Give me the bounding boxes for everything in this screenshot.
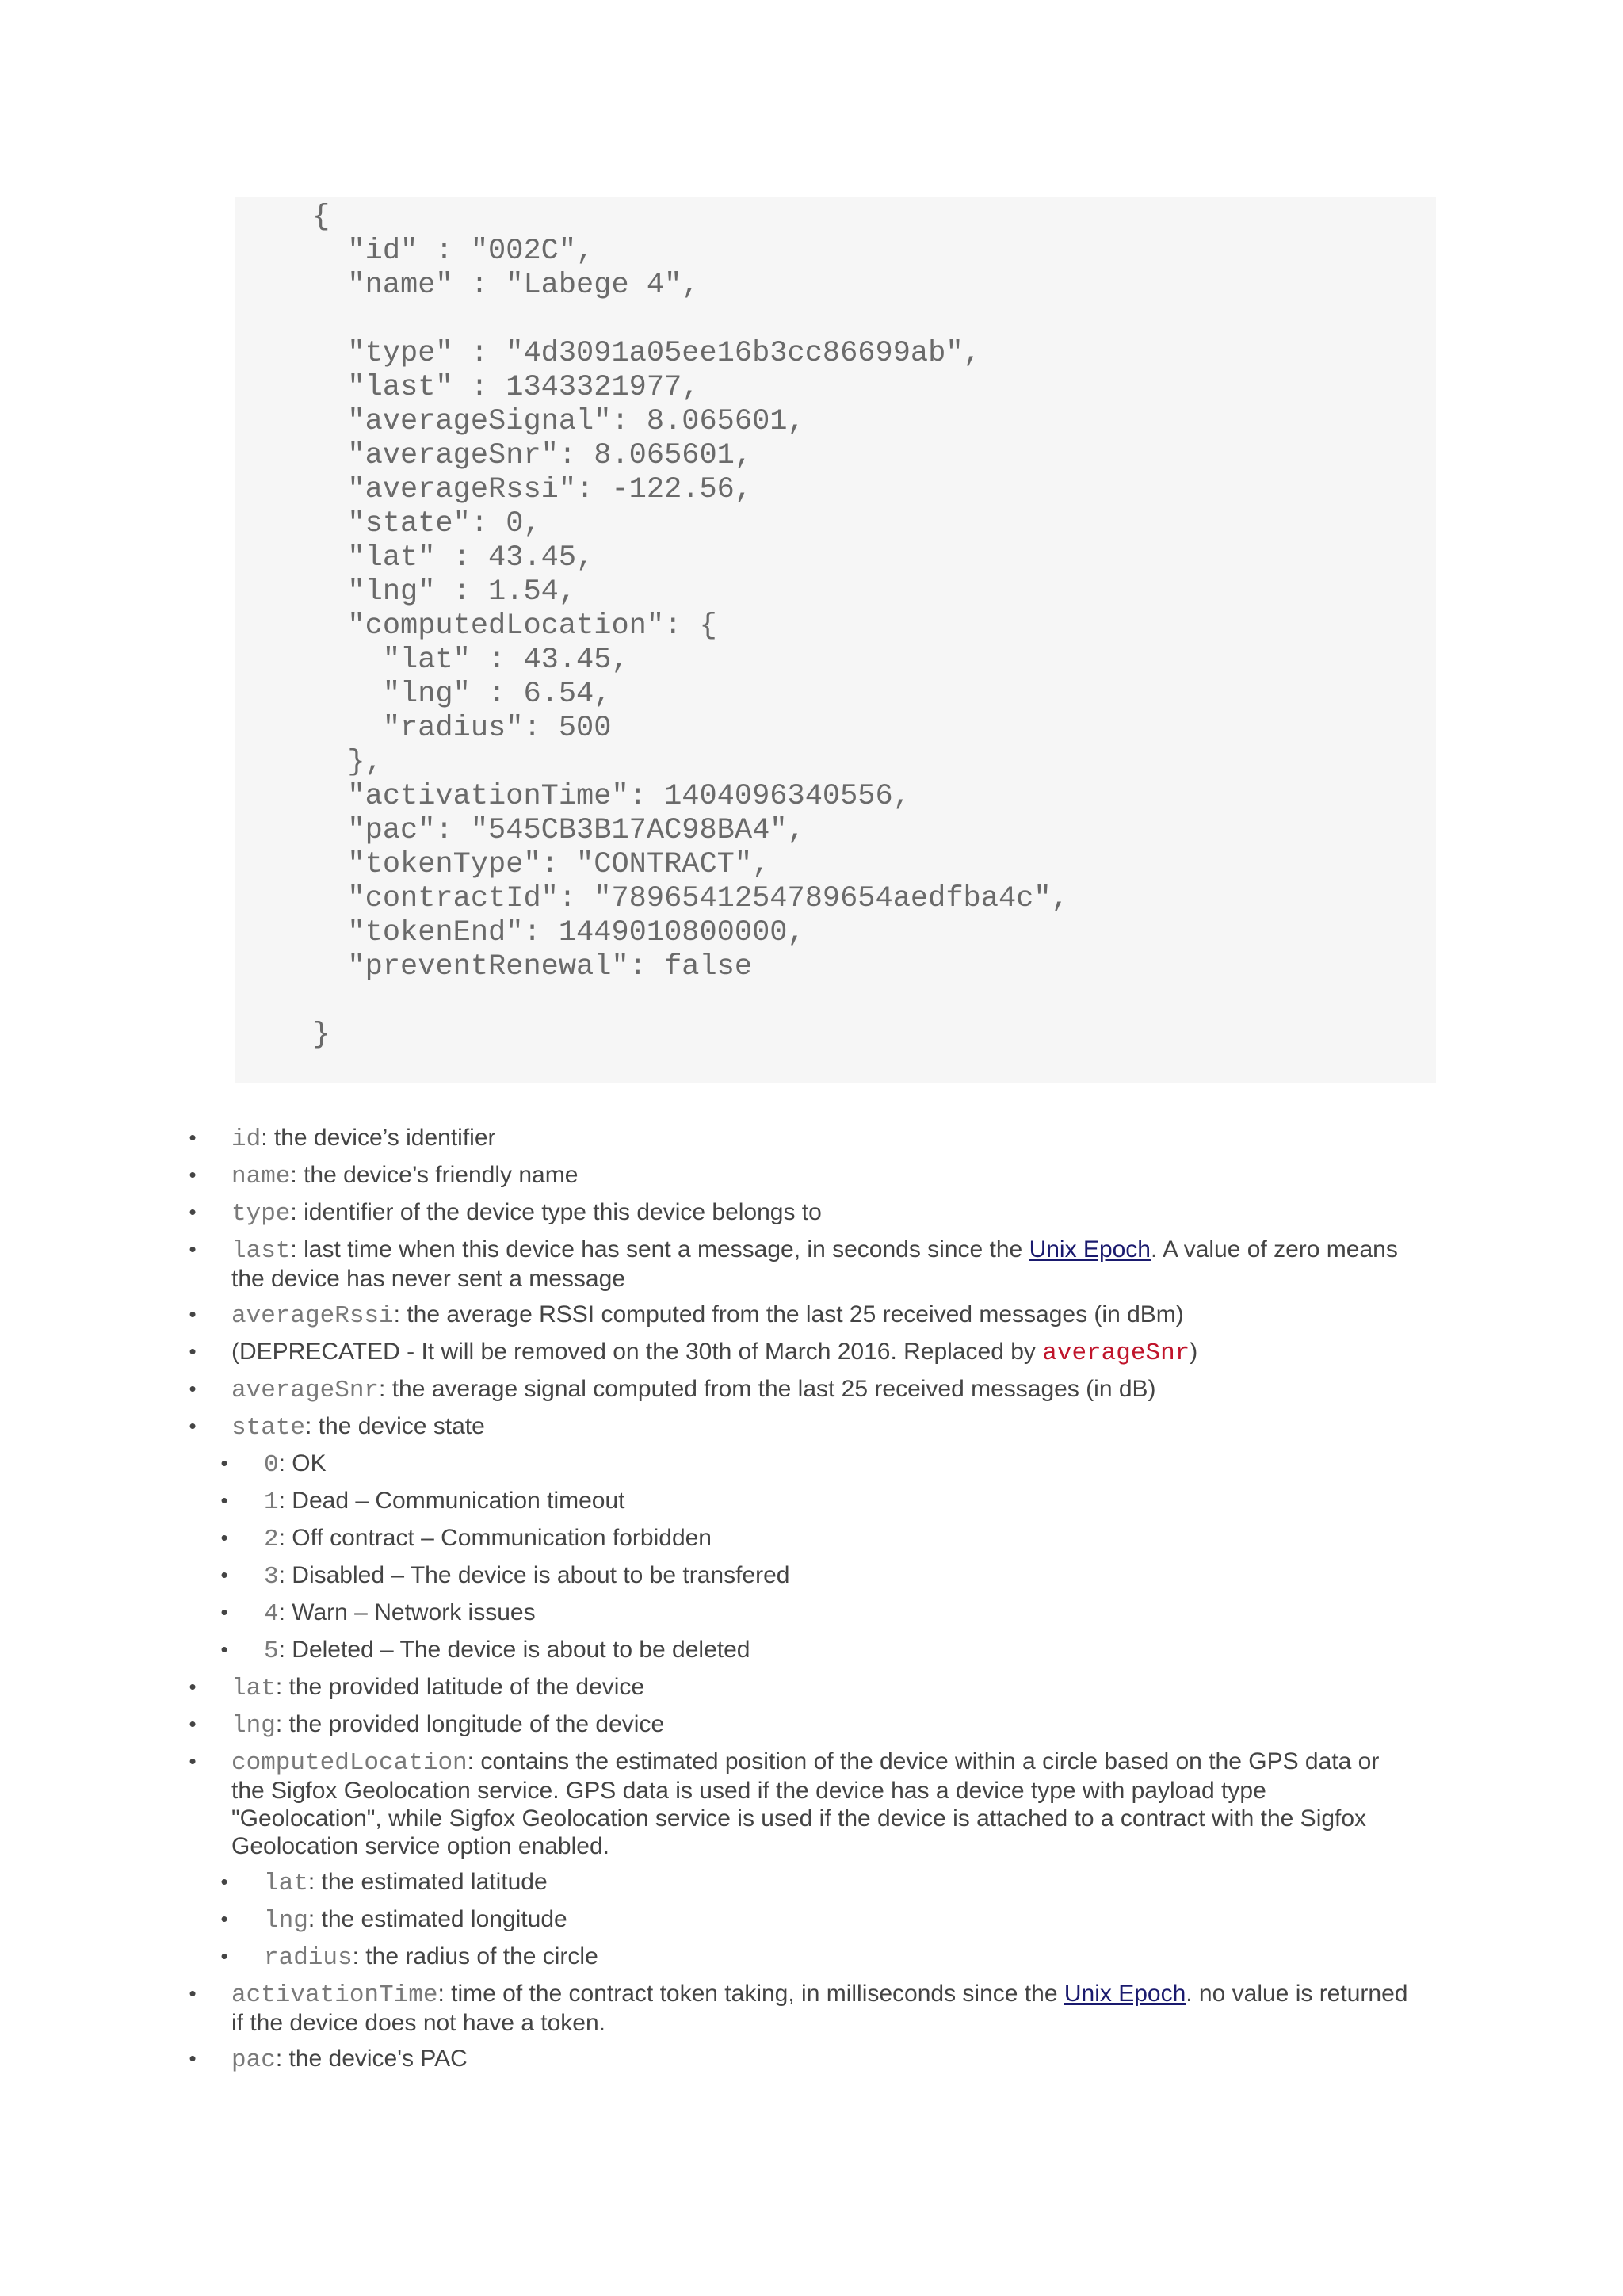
bullet-icon: • xyxy=(220,1526,228,1549)
code-line: "name" : "Labege 4", xyxy=(312,269,700,302)
state-description: : OK xyxy=(278,1450,327,1477)
computed-location-radius xyxy=(0,1943,1623,1972)
field-item-lng xyxy=(0,1710,1623,1740)
field-code: type xyxy=(231,1200,291,1228)
field-description: : the device’s identifier xyxy=(261,1125,496,1151)
bullet-icon: • xyxy=(189,1675,197,1698)
code-line: "tokenEnd": 1449010800000, xyxy=(312,916,805,949)
code-line: "activationTime": 1404096340556, xyxy=(312,780,911,813)
code-line: "radius": 500 xyxy=(312,712,612,745)
code-line: "last" : 1343321977, xyxy=(312,371,700,404)
field-item-lat xyxy=(0,1673,1623,1702)
field-description: : last time when this device has sent a message, in seconds since the xyxy=(290,1236,1029,1263)
bullet-icon: • xyxy=(220,1637,228,1661)
code-line: "state": 0, xyxy=(312,507,541,541)
code-line: "tokenType": "CONTRACT", xyxy=(312,848,770,881)
bullet-icon: • xyxy=(189,1981,197,2005)
bullet-icon: • xyxy=(189,1200,197,1224)
state-description: : Off contract – Communication forbidden xyxy=(278,1525,712,1551)
code-line: { xyxy=(312,201,330,234)
code-line: "lng" : 1.54, xyxy=(312,575,577,609)
code-line xyxy=(312,984,1069,1018)
state-description: : Warn – Network issues xyxy=(278,1599,536,1626)
field-code: lng xyxy=(264,1907,308,1935)
code-line: "id" : "002C", xyxy=(312,235,594,268)
code-line: } xyxy=(312,1018,330,1052)
bullet-icon: • xyxy=(220,1907,228,1931)
field-description: : the radius of the circle xyxy=(352,1943,598,1969)
field-description: : the average RSSI computed from the last 25 received messages (in dBm) xyxy=(393,1301,1184,1328)
bullet-icon: • xyxy=(189,1125,197,1149)
code-line: "preventRenewal": false xyxy=(312,950,753,984)
code-line: "type" : "4d3091a05ee16b3cc86699ab", xyxy=(312,337,981,370)
state-description: : Deleted – The device is about to be deleted xyxy=(278,1637,750,1663)
bullet-icon: • xyxy=(189,1237,197,1261)
field-code: lat xyxy=(231,1675,276,1702)
bullet-icon: • xyxy=(189,1377,197,1400)
code-line xyxy=(312,303,1069,337)
bullet-icon: • xyxy=(220,1870,228,1893)
field-item-last xyxy=(0,1236,1623,1293)
state-value-2 xyxy=(0,1524,1623,1553)
field-description: : the average signal computed from the last 25 received messages (in dB) xyxy=(379,1376,1156,1402)
field-code: averageRssi xyxy=(231,1302,394,1330)
state-code: 2 xyxy=(264,1526,279,1553)
field-item-activationTime xyxy=(0,1980,1623,2037)
bullet-icon: • xyxy=(189,1414,197,1438)
bullet-icon: • xyxy=(189,1749,197,1773)
field-item-computedLocation xyxy=(0,1748,1623,1860)
field-code: radius xyxy=(264,1944,353,1972)
bullet-icon: • xyxy=(220,1563,228,1587)
state-code: 3 xyxy=(264,1563,279,1591)
field-description: : the provided longitude of the device xyxy=(275,1711,665,1737)
field-item-averageSnr xyxy=(0,1375,1623,1404)
bullet-icon: • xyxy=(220,1944,228,1968)
code-line: "averageRssi": -122.56, xyxy=(312,473,753,506)
unix-epoch-link[interactable]: Unix Epoch xyxy=(1064,1981,1186,2007)
state-value-0 xyxy=(0,1450,1623,1479)
field-description: : time of the contract token taking, in milliseconds since the xyxy=(437,1981,1064,2007)
field-description: : the estimated longitude xyxy=(307,1906,567,1932)
field-description: . no value is returned if the device does not have a token. xyxy=(231,1981,1408,2036)
field-item-id xyxy=(0,1124,1623,1153)
field-item-state xyxy=(0,1412,1623,1442)
code-line: "averageSnr": 8.065601, xyxy=(312,439,753,472)
bullet-icon: • xyxy=(189,2046,197,2070)
field-code: pac xyxy=(231,2046,276,2074)
field-description: : the device’s friendly name xyxy=(290,1162,579,1188)
state-value-4 xyxy=(0,1599,1623,1628)
field-description: : identifier of the device type this device belongs to xyxy=(290,1199,822,1225)
field-item-pac xyxy=(0,2045,1623,2074)
deprecated-close: ) xyxy=(1190,1339,1198,1365)
bullet-icon: • xyxy=(189,1302,197,1326)
field-description: : contains the estimated position of the device within a circle based on the GPS data or the Sigfox Geolocation service. GPS data is used if the device has a device type with payload type "Geolocation", while Sigfox Geolocation service is used if the device is attached to a contract with the Sigfox Geolocation service option enabled. xyxy=(231,1748,1380,1859)
state-value-1 xyxy=(0,1487,1623,1516)
bullet-icon: • xyxy=(220,1451,228,1475)
field-description: . A value of zero means the device has never sent a message xyxy=(231,1236,1398,1292)
code-line: "lng" : 6.54, xyxy=(312,678,612,711)
field-code: activationTime xyxy=(231,1981,438,2009)
state-value-3 xyxy=(0,1561,1623,1591)
state-code: 4 xyxy=(264,1600,279,1628)
json-code-block xyxy=(235,197,1436,1083)
bullet-icon: • xyxy=(189,1163,197,1186)
bullet-icon: • xyxy=(189,1712,197,1736)
field-code: name xyxy=(231,1163,291,1190)
state-code: 1 xyxy=(264,1488,279,1516)
field-code: lat xyxy=(264,1870,308,1897)
state-value-5 xyxy=(0,1636,1623,1665)
json-code xyxy=(312,201,1069,1052)
field-code: averageSnr xyxy=(231,1377,380,1404)
field-code: state xyxy=(231,1414,306,1442)
field-code: averageSnr xyxy=(1042,1339,1190,1367)
code-line: "lat" : 43.45, xyxy=(312,541,594,575)
unix-epoch-link[interactable]: Unix Epoch xyxy=(1029,1236,1151,1263)
code-line: "lat" : 43.45, xyxy=(312,644,629,677)
code-line: "averageSignal": 8.065601, xyxy=(312,405,805,438)
bullet-icon: • xyxy=(220,1488,228,1512)
bullet-icon: • xyxy=(189,1339,197,1363)
computed-location-lat xyxy=(0,1868,1623,1897)
field-description: : the estimated latitude xyxy=(307,1869,548,1895)
field-item-name xyxy=(0,1161,1623,1190)
field-code: computedLocation xyxy=(231,1749,468,1777)
computed-location-lng xyxy=(0,1905,1623,1935)
field-item-averageRssi xyxy=(0,1301,1623,1330)
code-line: "computedLocation": { xyxy=(312,609,717,643)
state-code: 5 xyxy=(264,1637,279,1665)
state-description: : Disabled – The device is about to be transfered xyxy=(278,1562,790,1588)
state-code: 0 xyxy=(264,1451,279,1479)
field-code: last xyxy=(231,1237,291,1265)
code-line: }, xyxy=(312,746,383,779)
deprecated-text: (DEPRECATED - It will be removed on the 30th of March 2016. Replaced by xyxy=(231,1339,1043,1365)
state-description: : Dead – Communication timeout xyxy=(278,1488,625,1514)
deprecated-notice xyxy=(0,1338,1623,1367)
field-item-type xyxy=(0,1198,1623,1228)
field-description: : the provided latitude of the device xyxy=(275,1674,645,1700)
field-description: : the device's PAC xyxy=(275,2046,468,2072)
field-description-list xyxy=(0,1124,1623,2082)
code-line: "pac": "545CB3B17AC98BA4", xyxy=(312,814,805,847)
field-code: id xyxy=(231,1125,262,1153)
bullet-icon: • xyxy=(220,1600,228,1624)
field-description: : the device state xyxy=(305,1413,485,1439)
code-line: "contractId": "7896541254789654aedfba4c", xyxy=(312,882,1069,915)
field-code: lng xyxy=(231,1712,276,1740)
